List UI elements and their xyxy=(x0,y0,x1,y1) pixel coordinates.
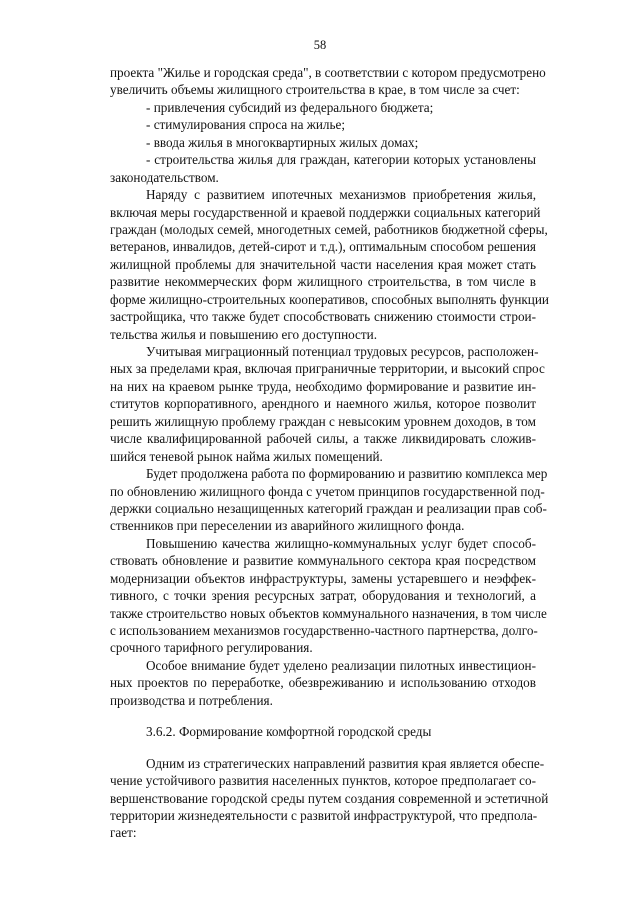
text-line: граждан (молодых семей, многодетных семей, работников бюджетной сферы, xyxy=(110,221,548,237)
paragraph xyxy=(110,99,536,186)
text-line: застройщика, что также будет способствовать снижению стоимости строи- xyxy=(110,309,536,325)
text-line: включая меры государственной и краевой поддержки социальных категорий xyxy=(110,204,541,220)
text-line: ветеранов, инвалидов, детей-сирот и т.д.), оптимальным способом решения xyxy=(110,239,536,255)
text-line: Одним из стратегических направлений развития края является обеспе- xyxy=(146,755,545,771)
paragraph xyxy=(110,186,549,343)
text-line: с использованием механизмов государственно-частного партнерства, долго- xyxy=(110,623,538,638)
text-line: шийся теневой рынок найма жилых помещений. xyxy=(110,448,383,464)
text-line: Учитывая миграционный потенциал трудовых ресурсов, расположен- xyxy=(146,344,539,359)
section-heading xyxy=(110,723,536,740)
text-line: ственников при переселении из аварийного жилищного фонда. xyxy=(110,518,465,534)
text-line: Повышению качества жилищно-коммунальных услуг будет способ- xyxy=(146,535,536,551)
paragraph xyxy=(110,535,547,657)
text-line: числе квалифицированной рабочей силы, а также ликвидировать сложив- xyxy=(110,431,536,447)
text-line: срочного тарифного регулирования. xyxy=(110,640,313,656)
paragraph xyxy=(110,755,549,842)
text-line: также строительство новых объектов коммунального назначения, в том числе xyxy=(110,605,547,621)
text-line: тельства жилья и повышению его доступности. xyxy=(110,326,378,342)
text-line: вершенствование городской среды путем создания современной и эстетичной xyxy=(110,790,549,806)
text-line: модернизации объектов инфраструктуры, замены устаревшего и неэффек- xyxy=(110,570,536,586)
text-line: решить жилищную проблему граждан с невысоким уровнем доходов, в том xyxy=(110,413,536,429)
text-line: Будет продолжена работа по формированию и развитию комплекса мер xyxy=(146,466,548,482)
text-line: законодательством. xyxy=(110,169,219,185)
text-line: Особое внимание будет уделено реализации пилотных инвестицион- xyxy=(146,657,536,673)
document-body xyxy=(110,64,549,842)
text-line: чение устойчивого развития населенных пунктов, которое предполагает со- xyxy=(110,773,536,789)
text-line: форме жилищно-строительных кооперативов, способных выполнять функции xyxy=(110,291,549,307)
text-line: держки социально незащищенных категорий граждан и реализации прав соб- xyxy=(110,500,547,516)
text-line: Наряду с развитием ипотечных механизмов приобретения жилья, xyxy=(146,187,536,203)
text-line: - привлечения субсидий из федерального бюджета; xyxy=(146,99,434,115)
text-line: проекта "Жилье и городская среда", в соответствии с котором предусмотрено xyxy=(110,65,546,80)
text-line: ститутов корпоративного, арендного и наемного жилья, которое позволит xyxy=(110,396,536,412)
text-line: на них на краевом рынке труда, необходимо формирование и развитие ин- xyxy=(110,378,536,394)
text-line: ных проектов по переработке, обезвреживанию и использованию отходов xyxy=(110,675,536,691)
paragraph xyxy=(110,343,545,465)
text-line: увеличить объемы жилищного строительства в крае, в том числе за счет: xyxy=(110,82,520,98)
text-line: ных за пределами края, включая приграничные территории, и высокий спрос xyxy=(110,361,545,377)
paragraph xyxy=(110,657,536,709)
text-line: гает: xyxy=(110,825,137,841)
text-line: 3.6.2. Формирование комфортной городской среды xyxy=(146,724,432,740)
text-line: территории жизнедеятельности с развитой инфраструктурой, что предпола- xyxy=(110,807,538,823)
text-line: ствовать обновление и развитие коммунального сектора края посредством xyxy=(110,553,536,569)
text-line: жилищной проблемы для значительной части населения края может стать xyxy=(110,256,536,272)
text-line: развитие некоммерческих форм жилищного строительства, в том числе в xyxy=(110,274,536,290)
text-line: тивного, с точки зрения ресурсных затрат, оборудования и технологий, а xyxy=(110,588,536,604)
text-line: производства и потребления. xyxy=(110,692,273,708)
page-number: 58 xyxy=(313,38,327,52)
paragraph xyxy=(110,465,548,535)
paragraph xyxy=(110,64,546,99)
text-line: - стимулирования спроса на жилье; xyxy=(146,117,346,133)
text-line: - ввода жилья в многоквартирных жилых домах; xyxy=(146,134,419,150)
text-line: - строительства жилья для граждан, категории которых установлены xyxy=(146,152,536,168)
text-line: по обновлению жилищного фонда с учетом принципов государственной под- xyxy=(110,483,545,499)
